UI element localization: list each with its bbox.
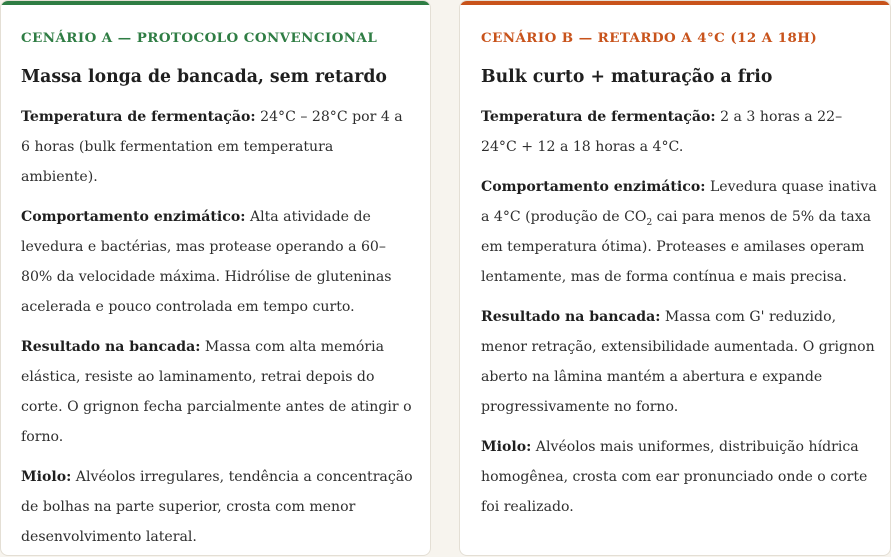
- scenario-a-title: Massa longa de bancada, sem retardo: [21, 67, 387, 87]
- scenario-b-enzymatic-text-after: cai para menos de 5% da taxa em temperatura ótima). Proteases e amilases operam lentamente, mas de forma contínua e mais precisa.: [481, 209, 871, 285]
- scenario-a-temperature-text: 24°C – 28°C por 4 a 6 horas (bulk fermentation em temperatura ambiente).: [21, 109, 403, 185]
- scenario-a-bench-result: [21, 332, 413, 452]
- scenario-b-card: [459, 0, 891, 556]
- scenario-b-temperature-text: 2 a 3 horas a 22–24°C + 12 a 18 horas a 4°C.: [481, 109, 843, 155]
- scenario-b-bench-result: [481, 302, 877, 422]
- scenario-b-title: Bulk curto + maturação a frio: [481, 67, 773, 87]
- scenario-b-crumb-text: Alvéolos mais uniformes, distribuição hídrica homogênea, crosta com ear pronunciado onde o corte foi realizado.: [481, 439, 868, 515]
- scenario-b-bench-result-key: Resultado na bancada:: [481, 309, 661, 325]
- scenario-b-crumb: [481, 432, 877, 522]
- scenario-a-crumb-key: Miolo:: [21, 469, 72, 485]
- scenario-a-temperature-key: Temperatura de fermentação:: [21, 109, 256, 125]
- scenario-a-bench-result-key: Resultado na bancada:: [21, 339, 201, 355]
- scenario-b-temperature: [481, 102, 877, 162]
- scenario-a-accent-bar: [1, 1, 430, 5]
- scenario-b-enzymatic-subscript: 2: [646, 217, 653, 228]
- scenario-b-enzymatic-text-before: Levedura quase inativa a 4°C (produção de CO: [481, 179, 877, 225]
- scenario-a-temperature: [21, 102, 413, 192]
- scenario-a-crumb-text: Alvéolos irregulares, tendência a concentração de bolhas na parte superior, crosta com menor desenvolvimento lateral.: [21, 469, 413, 545]
- scenario-b-enzymatic-key: Comportamento enzimático:: [481, 179, 706, 195]
- scenario-b-temperature-key: Temperatura de fermentação:: [481, 109, 716, 125]
- scenario-b-enzymatic: [481, 172, 877, 292]
- scenario-a-enzymatic-text: Alta atividade de levedura e bactérias, mas protease operando a 60–80% da velocidade máxima. Hidrólise de gluteninas acelerada e pouco controlada em tempo curto.: [21, 209, 392, 315]
- scenario-a-label: CENÁRIO A — PROTOCOLO CONVENCIONAL: [21, 30, 378, 46]
- scenario-b-accent-bar: [460, 1, 890, 5]
- scenario-b-bench-result-text: Massa com G' reduzido, menor retração, extensibilidade aumentada. O grignon aberto na lâmina mantém a abertura e expande progressivamente no forno.: [481, 309, 875, 415]
- scenario-a-card: [0, 0, 431, 556]
- scenario-a-bench-result-text: Massa com alta memória elástica, resiste ao laminamento, retrai depois do corte. O grignon fecha parcialmente antes de atingir o forno.: [21, 339, 412, 445]
- scenario-a-enzymatic: [21, 202, 413, 322]
- scenario-b-label: CENÁRIO B — RETARDO A 4°C (12 A 18H): [481, 30, 818, 46]
- scenario-a-crumb: [21, 462, 413, 552]
- scenario-a-enzymatic-key: Comportamento enzimático:: [21, 209, 246, 225]
- scenario-b-crumb-key: Miolo:: [481, 439, 532, 455]
